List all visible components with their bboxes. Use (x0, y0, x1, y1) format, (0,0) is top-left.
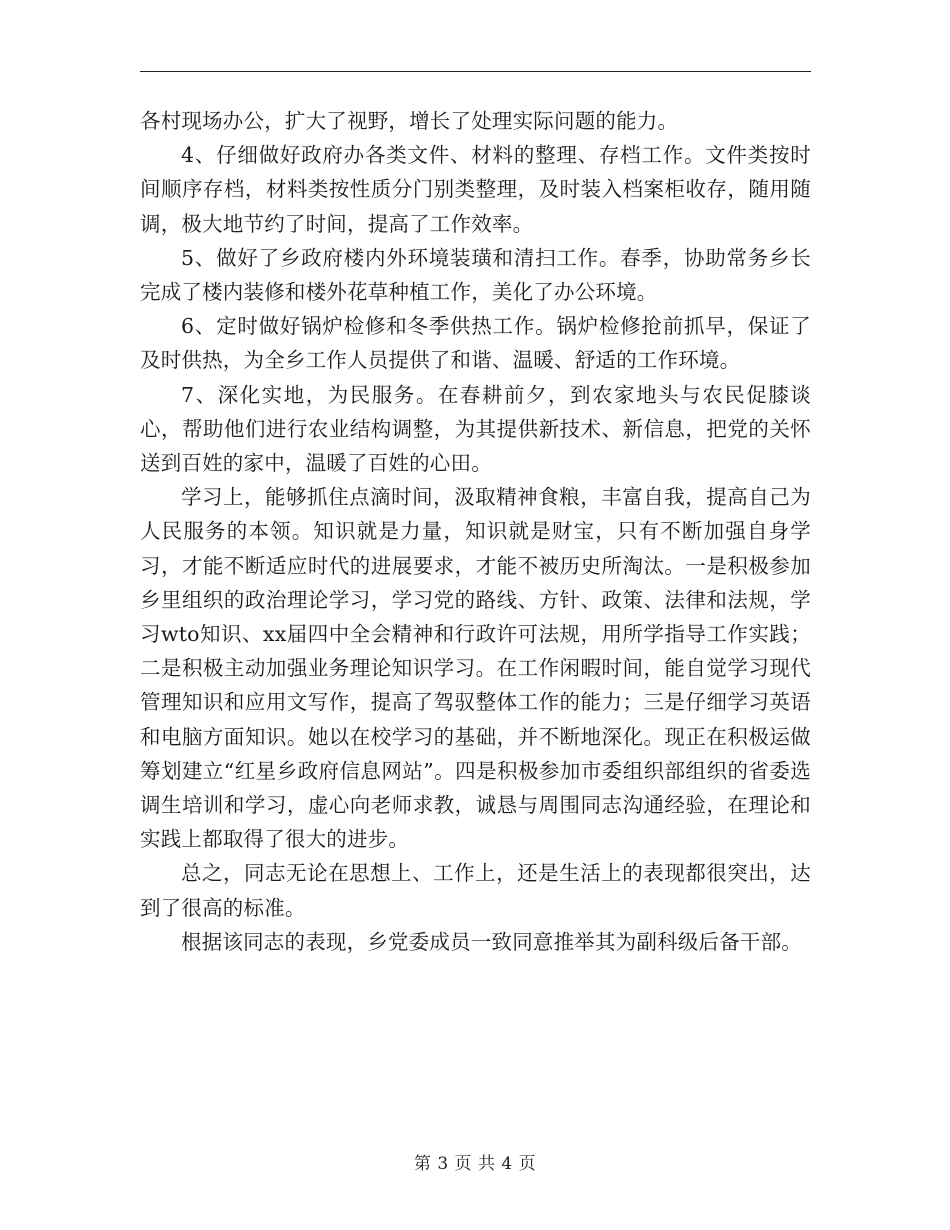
paragraph-continuation: 各村现场办公，扩大了视野，增长了处理实际问题的能力。 (140, 109, 679, 133)
paragraph-study: 学习上，能够抓住点滴时间，汲取精神食粮，丰富自我，提高自己为人民服务的本领。知识就是力量，知识就是财宝，只有不断加强自身学习，才能不断适应时代的进展要求，才能不被历史所淘汰。一是积极参加乡里组织的政治理论学习，学习党的路线、方针、政策、法律和法规，学习wto知识、xx届四中全会精神和行政许可法规，用所学指导工作实践；二是积极主动加强业务理论知识学习。在工作闲暇时间，能自觉学习现代管理知识和应用文写作，提高了驾驭整体工作的能力；三是仔细学习英语和电脑方面知识。她以在校学习的基础，并不断地深化。现正在积极运做筹划建立“红星乡政府信息网站”。四是积极参加市委组织部组织的省委选调生培训和学习，虚心向老师求教，诚恳与周围同志沟通经验，在理论和实践上都取得了很大的进步。 (140, 485, 811, 852)
page-number-footer: 第 3 页 共 4 页 (413, 1154, 537, 1174)
paragraph-recommendation: 根据该同志的表现，乡党委成员一致同意推举其为副科级后备干部。 (181, 929, 802, 954)
paragraph-item-6: 6、定时做好锅炉检修和冬季供热工作。锅炉检修抢前抓早，保证了及时供热，为全乡工作人员提供了和谐、温暖、舒适的工作环境。 (140, 314, 811, 373)
document-body (140, 104, 811, 959)
paragraph-summary: 总之，同志无论在思想上、工作上，还是生活上的表现都很突出，达到了很高的标准。 (140, 861, 811, 920)
paragraph-item-7: 7、深化实地，为民服务。在春耕前夕，到农家地头与农民促膝谈心，帮助他们进行农业结构调整，为其提供新技术、新信息，把党的关怀送到百姓的家中，温暖了百姓的心田。 (140, 382, 811, 476)
paragraph-item-5: 5、做好了乡政府楼内外环境装璜和清扫工作。春季，协助常务乡长完成了楼内装修和楼外花草种植工作，美化了办公环境。 (140, 245, 811, 305)
header-rule (140, 71, 811, 72)
paragraph-item-4: 4、仔细做好政府办各类文件、材料的整理、存档工作。文件类按时间顺序存档，材料类按性质分门别类整理，及时装入档案柜收存，随用随调，极大地节约了时间，提高了工作效率。 (140, 143, 811, 236)
